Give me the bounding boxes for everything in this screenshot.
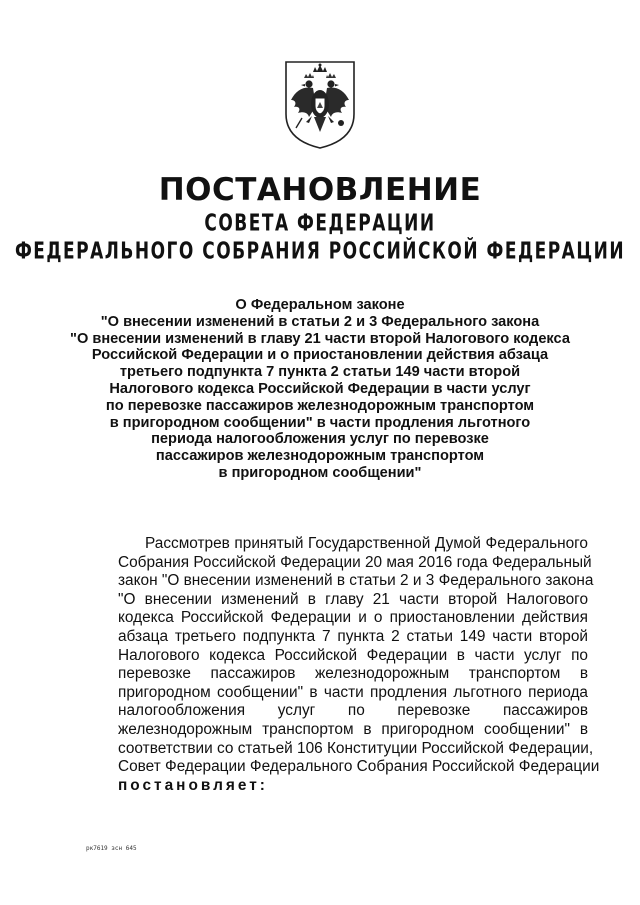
body-line: закон "О внесении изменений в статьи 2 и 3 Федерального закона — [118, 572, 594, 590]
body-line: железнодорожным транспортом в пригородном сообщении" в — [118, 720, 588, 738]
body-line: Совет Федерации Федерального Собрания Российской Федерации — [118, 758, 600, 776]
law-title-line: в пригородном сообщении" в части продления льготного — [109, 414, 531, 431]
coat-of-arms-emblem — [282, 60, 358, 150]
body-line: Налогового кодекса Российской Федерации в части услуг по — [118, 646, 588, 664]
body-line: соответствии со статьей 106 Конституции Российской Федерации, — [118, 739, 594, 757]
russian-coat-of-arms-icon — [282, 60, 358, 150]
law-title-line: "О внесении изменений в статьи 2 и 3 Федерального закона — [100, 313, 540, 330]
body-line: перевозке пассажиров железнодорожным транспортом в — [118, 665, 588, 683]
law-title-line: периода налогообложения услуг по перевозке — [151, 431, 489, 448]
body-line: пригородном сообщении" в части продления льготного периода — [118, 683, 588, 701]
law-title-line: Российской Федерации и о приостановлении действия абзаца — [91, 347, 549, 364]
body-line: Рассмотрев принятый Государственной Думой Федерального — [145, 535, 588, 552]
document-subtitle-council: СОВЕТА ФЕДЕРАЦИИ — [204, 210, 436, 238]
law-title-line: Налогового кодекса Российской Федерации в части услуг — [109, 380, 531, 397]
resolution-body-paragraph — [118, 535, 600, 795]
law-title-line: по перевозке пассажиров железнодорожным транспортом — [105, 397, 535, 414]
law-title-line: пассажиров железнодорожным транспортом — [155, 448, 485, 465]
law-title-line: в пригородном сообщении" — [218, 464, 422, 481]
law-title-line: третьего подпункта 7 пункта 2 статьи 149 части второй — [119, 364, 521, 381]
resolves-keyword: постановляет: — [118, 776, 268, 794]
body-line: кодекса Российской Федерации и о приостановлении действия — [118, 609, 588, 627]
document-subtitle-assembly: ФЕДЕРАЛЬНОГО СОБРАНИЯ РОССИЙСКОЙ ФЕДЕРАЦИИ — [14, 238, 626, 266]
body-line: "О внесении изменений в главу 21 части второй Налогового — [118, 590, 588, 608]
document-title: ПОСТАНОВЛЕНИЕ — [158, 172, 482, 208]
law-title-line: "О внесении изменений в главу 21 части второй Налогового кодекса — [70, 330, 570, 347]
law-title-block — [40, 297, 600, 482]
body-line: налогообложения услуг по перевозке пассажиров — [118, 702, 588, 720]
law-title-line: О Федеральном законе — [235, 297, 405, 313]
body-line: абзаца третьего подпункта 7 пункта 2 статьи 149 части второй — [118, 627, 588, 645]
document-registration-code: рк7619 зсн 645 — [86, 845, 137, 852]
body-line: Собрания Российской Федерации 20 мая 2016 года Федеральный — [118, 553, 592, 571]
